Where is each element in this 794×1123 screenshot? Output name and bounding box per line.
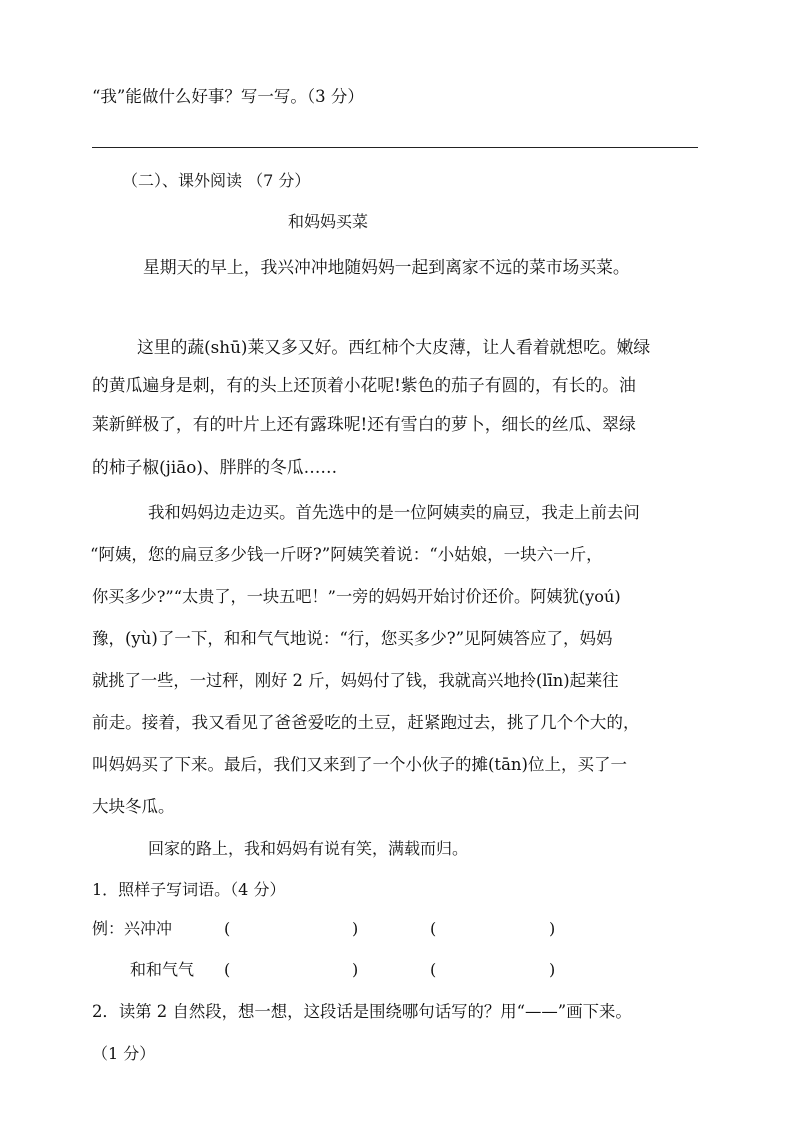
paragraph-line: 的柿子椒(jiāo)、胖胖的冬瓜…… [92,457,338,477]
paren-close: ) [549,919,556,938]
answer-blank-close [352,959,358,981]
paragraph-line: 我和妈妈边走边买。首先选中的是一位阿姨卖的扁豆，我走上前去问 [148,503,640,522]
answer-blank[interactable] [430,918,436,940]
paren-open: ( [430,919,437,938]
paragraph-line: 大块冬瓜。 [92,797,175,816]
passage-title: 和妈妈买菜 [288,212,369,231]
answer-blank-close [549,959,555,981]
answer-line[interactable] [92,147,698,148]
answer-blank[interactable] [224,959,230,981]
word-prompt: 和和气气 [130,960,195,979]
paragraph-line: 你买多少?”“太贵了，一块五吧！”一旁的妈妈开始讨价还价。阿姨犹(yoú) [92,587,621,606]
section-heading: （二）、课外阅读 （7 分） [122,171,311,190]
paragraph-line: “阿姨，您的扁豆多少钱一斤呀?”阿姨笑着说：“小姑娘，一块六一斤， [90,545,603,564]
question-2-label: 2．读第 2 自然段，想一想，这段话是围绕哪句话写的？用“——”画下来。 [92,1002,632,1021]
question-1-label: 1．照样子写词语。（4 分） [92,880,286,899]
paragraph-line: 就挑了一些，一过秤，刚好 2 斤，妈妈付了钱，我就高兴地拎(līn)起莱往 [92,671,619,690]
example-word: 例：兴冲冲 [92,919,173,938]
paragraph-line: 前走。接着，我又看见了爸爸爱吃的土豆，赶紧跑过去，挑了几个个大的， [92,713,640,732]
previous-question: “我”能做什么好事？写一写。（3 分） [92,87,364,106]
paragraph-line: 豫，(yù)了一下，和和气气地说：“行，您买多少?”见阿姨答应了，妈妈 [92,629,613,648]
answer-blank[interactable] [224,918,230,940]
paren-close: ) [352,919,359,938]
answer-blank[interactable] [430,959,436,981]
paren-close: ) [352,960,359,979]
paren-close: ) [549,960,556,979]
paragraph-line: 叫妈妈买了下来。最后，我们又来到了一个小伙子的摊(tān)位上，买了一 [92,755,627,774]
passage-paragraph-4: 回家的路上，我和妈妈有说有笑，满载而归。 [148,839,469,858]
paragraph-line: 莱新鲜极了，有的叶片上还有露珠呢!还有雪白的萝卜，细长的丝瓜、翠绿 [92,414,636,434]
question-2-score: （1 分） [92,1044,156,1063]
answer-blank-close [549,918,555,940]
passage-paragraph-1: 星期天的早上，我兴冲冲地随妈妈一起到离家不远的菜市场买菜。 [143,257,630,277]
answer-blank-close [352,918,358,940]
paren-open: ( [224,919,231,938]
paragraph-line: 的黄瓜遍身是刺，有的头上还顶着小花呢!紫色的茄子有圆的，有长的。油 [92,375,636,395]
paren-open: ( [224,960,231,979]
paragraph-line: 这里的蔬(shū)莱又多又好。西红柿个大皮薄，让人看着就想吃。嫩绿 [137,337,651,357]
paren-open: ( [430,960,437,979]
